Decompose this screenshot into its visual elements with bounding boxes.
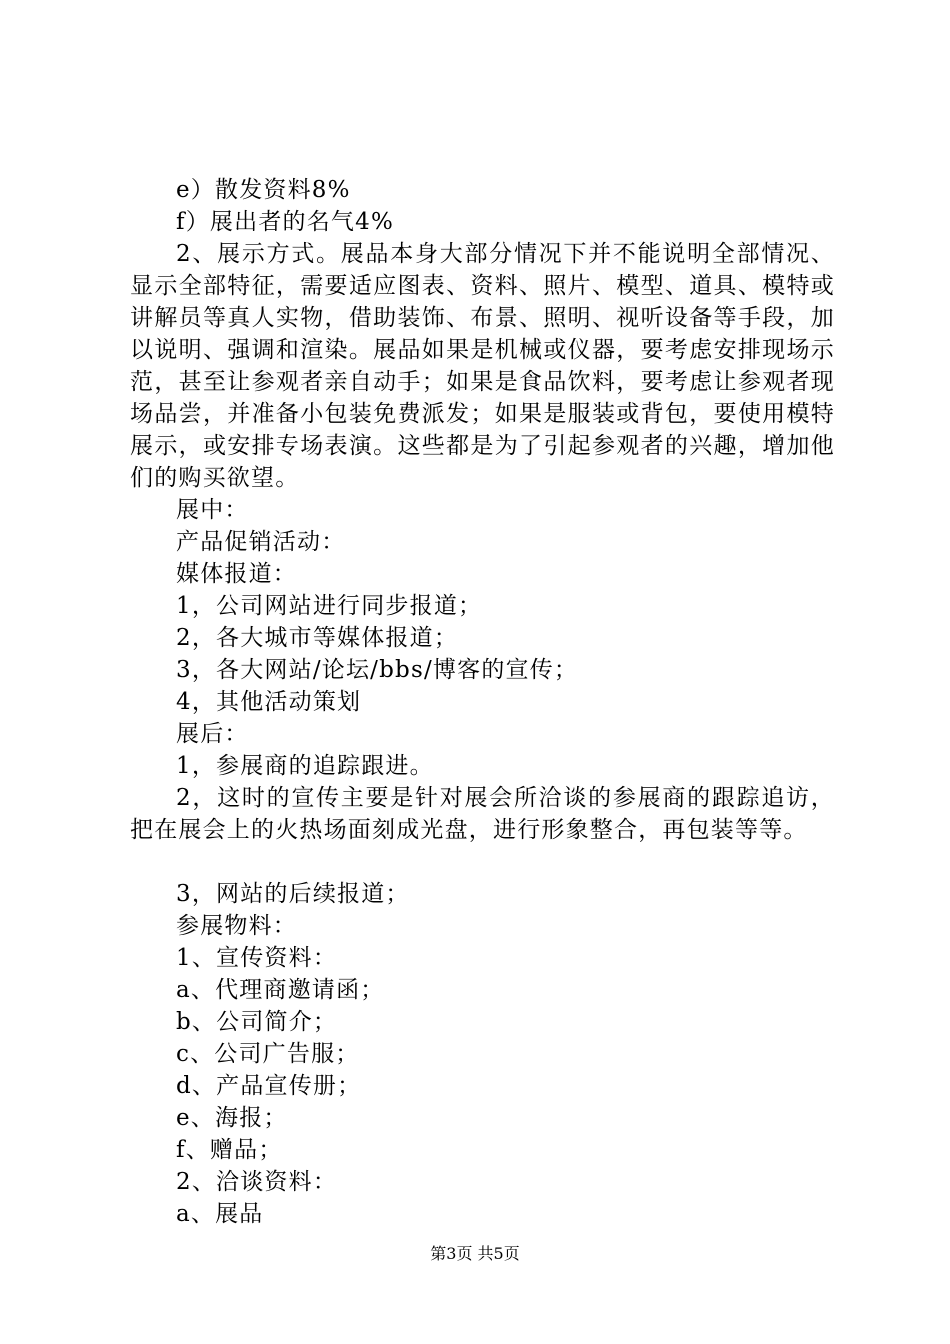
heading-after-exhibition: 展后： — [176, 721, 249, 747]
list-item-promo-d: d、产品宣传册； — [176, 1073, 362, 1099]
list-item-promo-e: e、海报； — [176, 1105, 288, 1131]
list-item-media-1: 1，公司网站进行同步报道； — [176, 593, 483, 619]
list-item-negotiation-materials: 2、洽谈资料： — [176, 1169, 338, 1195]
line-media-coverage: 媒体报道： — [176, 561, 297, 587]
list-item-after-3: 3，网站的后续报道； — [176, 881, 410, 907]
list-item-promo-f: f、赠品； — [176, 1137, 283, 1163]
list-item-negotiation-a: a、展品 — [176, 1201, 264, 1227]
list-item-promo-a: a、代理商邀请函； — [176, 977, 385, 1003]
paragraph-gap — [130, 846, 835, 878]
page-number-label: 第3页 共5页 — [430, 1244, 520, 1263]
line-exhibitor-fame: f）展出者的名气4% — [176, 209, 395, 235]
paragraph-display-method: 2、展示方式。展品本身大部分情况下并不能说明全部情况、显示全部特征，需要适应图表、资料、照片、模型、道具、模特或讲解员等真人实物，借助装饰、布景、照明、视听设备等手段，加以说明、强调和渲染。展品如果是机械或仪器，要考虑安排现场示范，甚至让参观者亲自动手；如果是食品饮料，要考虑让参观者现场品尝，并准备小包装免费派发；如果是服装或背包，要使用模特展示，或安排专场表演。这些都是为了引起参观者的兴趣，增加他们的购买欲望。 — [130, 241, 835, 491]
list-item-after-1: 1，参展商的追踪跟进。 — [176, 753, 434, 779]
list-item-after-2: 2，这时的宣传主要是针对展会所洽谈的参展商的跟踪追访，把在展会上的火热场面刻成光盘，进行形象整合，再包装等等。 — [130, 785, 835, 843]
list-item-promo-c: c、公司广告服； — [176, 1041, 360, 1067]
list-item-promo-b: b、公司简介； — [176, 1009, 338, 1035]
list-item-media-3: 3，各大网站/论坛/bbs/博客的宣传； — [176, 657, 579, 683]
list-item-media-4: 4，其他活动策划 — [176, 689, 362, 715]
line-distribute-materials: e）散发资料8% — [176, 177, 351, 203]
page-footer — [0, 1244, 950, 1264]
list-item-promo-materials: 1、宣传资料： — [176, 945, 338, 971]
heading-exhibition-materials: 参展物料： — [176, 913, 297, 939]
document-body — [130, 174, 835, 1230]
line-promotion-activities: 产品促销活动： — [176, 529, 346, 555]
list-item-media-2: 2，各大城市等媒体报道； — [176, 625, 459, 651]
heading-during-exhibition: 展中： — [176, 497, 249, 523]
